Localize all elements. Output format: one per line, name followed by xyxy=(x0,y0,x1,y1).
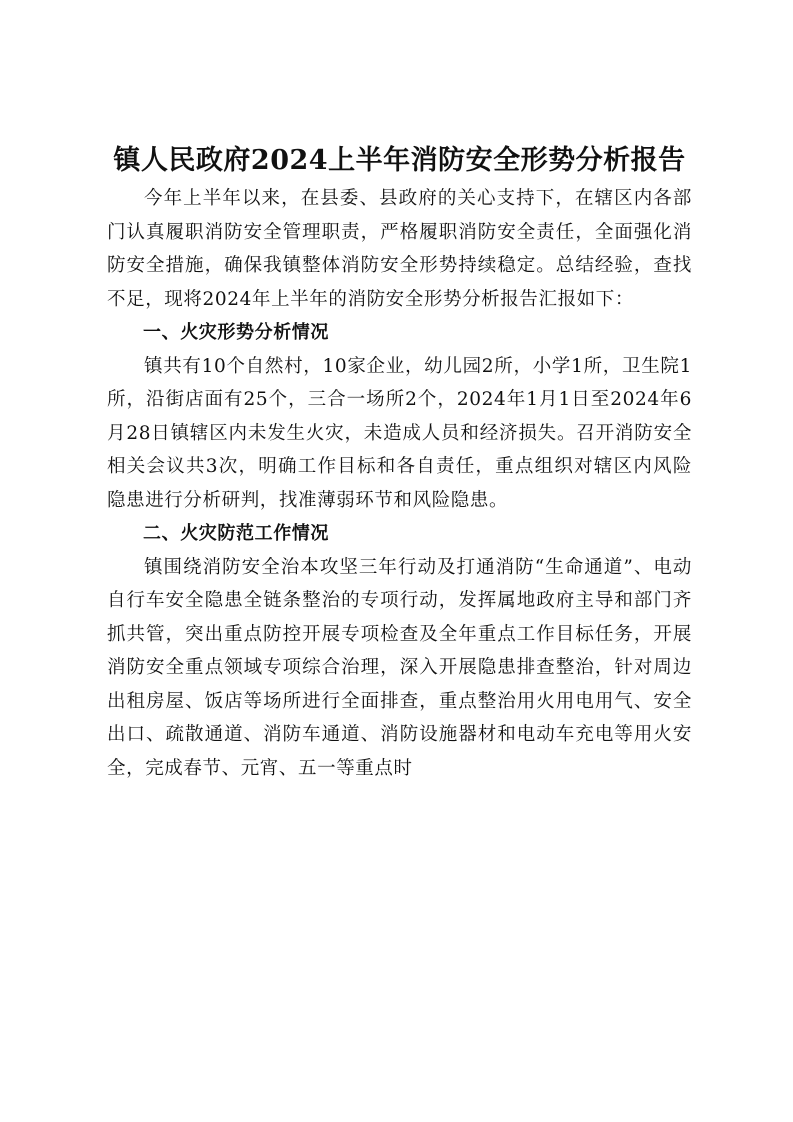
document-title: 镇人民政府2024上半年消防安全形势分析报告 xyxy=(113,145,686,176)
section1-heading: 一、火灾形势分析情况 xyxy=(143,322,329,343)
intro-paragraph: 今年上半年以来，在县委、县政府的关心支持下，在辖区内各部门认真履职消防安全管理职责，严格履职消防安全责任，全面强化消防安全措施，确保我镇整体消防安全形势持续稳定。总结经验，查找不足，现将2024年上半年的消防安全形势分析报告汇报如下： xyxy=(107,188,692,310)
section2-heading: 二、火灾防范工作情况 xyxy=(143,523,329,544)
document-page xyxy=(107,140,692,785)
section1-paragraph: 镇共有10个自然村，10家企业，幼儿园2所，小学1所，卫生院1所，沿街店面有25个，三合一场所2个，2024年1月1日至2024年6月28日镇辖区内未发生火灾，未造成人员和经济损失。召开消防安全相关会议共3次，明确工作目标和各自责任，重点组织对辖区内风险隐患进行分析研判，找准薄弱环节和风险隐患。 xyxy=(107,355,692,511)
section2-paragraph: 镇围绕消防安全治本攻坚三年行动及打通消防“生命通道”、电动自行车安全隐患全链条整治的专项行动，发挥属地政府主导和部门齐抓共管，突出重点防控开展专项检查及全年重点工作目标任务，开展消防安全重点领域专项综合治理，深入开展隐患排查整治，针对周边出租房屋、饭店等场所进行全面排查，重点整治用火用电用气、安全出口、疏散通道、消防车通道、消防设施器材和电动车充电等用火安全，完成春节、元宵、五一等重点时 xyxy=(107,556,692,779)
